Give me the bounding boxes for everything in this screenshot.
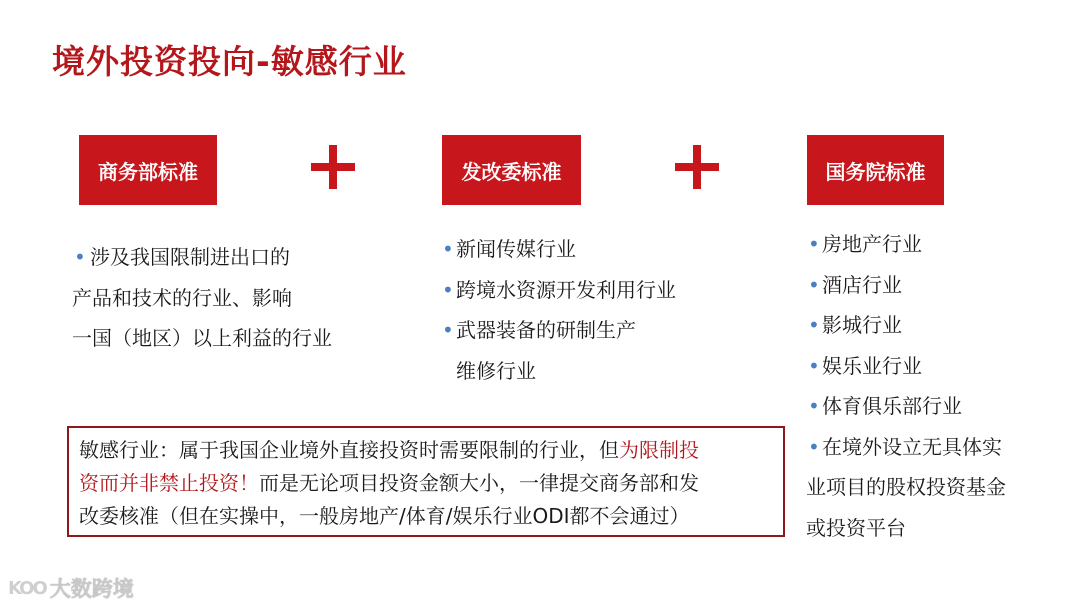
- list-item: [806, 265, 1076, 306]
- bullet-dot-icon: •: [442, 277, 454, 302]
- plus-icon: [675, 145, 719, 189]
- bullet-dot-icon: •: [808, 394, 820, 418]
- bullet-dot-icon: •: [808, 313, 820, 337]
- bullet-dot-icon: •: [808, 434, 820, 459]
- watermark-text: 大数跨境: [49, 577, 134, 601]
- list-item: [72, 237, 372, 278]
- list-item: [440, 229, 740, 270]
- list-item: [806, 224, 1076, 265]
- list-item: [440, 310, 740, 351]
- list-item-text: 新闻传媒行业: [456, 237, 576, 261]
- watermark-mark: KOO: [8, 577, 46, 599]
- list-item-text: 跨境水资源开发利用行业: [456, 277, 676, 302]
- list-item-text: 体育俱乐部行业: [822, 394, 962, 418]
- list-item: [806, 305, 1076, 346]
- bullet-dot-icon: •: [808, 353, 820, 378]
- plus-icon: [311, 145, 355, 189]
- list-item-continuation: 维修行业: [456, 358, 536, 383]
- bullet-dot-icon: •: [442, 318, 454, 342]
- page-title: 境外投资投向-敏感行业: [52, 42, 407, 81]
- list-item: [440, 270, 740, 311]
- state-council-list: [806, 224, 1076, 548]
- note-text: 敏感行业：属于我国企业境外直接投资时需要限制的行业，但: [79, 438, 619, 462]
- mofcom-list: [72, 237, 372, 359]
- list-item: [806, 427, 1076, 468]
- note-text: 改委核准（但在实操中，一般房地产/体育/娱乐行业ODI都不会通过）: [79, 504, 690, 528]
- header-ndrc-standard: 发改委标准: [442, 135, 581, 205]
- list-item: [806, 386, 1076, 427]
- watermark-logo: [8, 573, 134, 603]
- sensitive-industry-note: [67, 426, 785, 537]
- list-item-text: 武器装备的研制生产: [456, 318, 636, 342]
- bullet-dot-icon: •: [808, 272, 820, 297]
- list-item-continuation: 一国（地区）以上利益的行业: [72, 326, 332, 350]
- ndrc-list: [440, 229, 740, 391]
- list-item: [806, 346, 1076, 387]
- header-state-council-standard: 国务院标准: [807, 135, 944, 205]
- list-item-continuation: 业项目的股权投资基金: [806, 475, 1006, 499]
- list-item-text: 涉及我国限制进出口的: [90, 245, 290, 269]
- bullet-dot-icon: •: [74, 245, 86, 269]
- list-item-continuation: 产品和技术的行业、影响: [72, 285, 292, 310]
- bullet-dot-icon: •: [808, 232, 820, 256]
- list-item-text: 房地产行业: [822, 232, 922, 256]
- list-item-text: 在境外设立无具体实: [822, 434, 1002, 459]
- bullet-dot-icon: •: [442, 237, 454, 261]
- list-item-continuation: 或投资平台: [806, 515, 906, 540]
- note-highlight: 为限制投: [619, 438, 699, 462]
- note-text: 而是无论项目投资金额大小，一律提交商务部和发: [259, 471, 699, 495]
- list-item-text: 娱乐业行业: [822, 353, 922, 378]
- note-highlight: 资而并非禁止投资！: [79, 471, 259, 495]
- list-item-text: 影城行业: [822, 313, 902, 337]
- header-mofcom-standard: 商务部标准: [79, 135, 217, 205]
- list-item-text: 酒店行业: [822, 272, 902, 297]
